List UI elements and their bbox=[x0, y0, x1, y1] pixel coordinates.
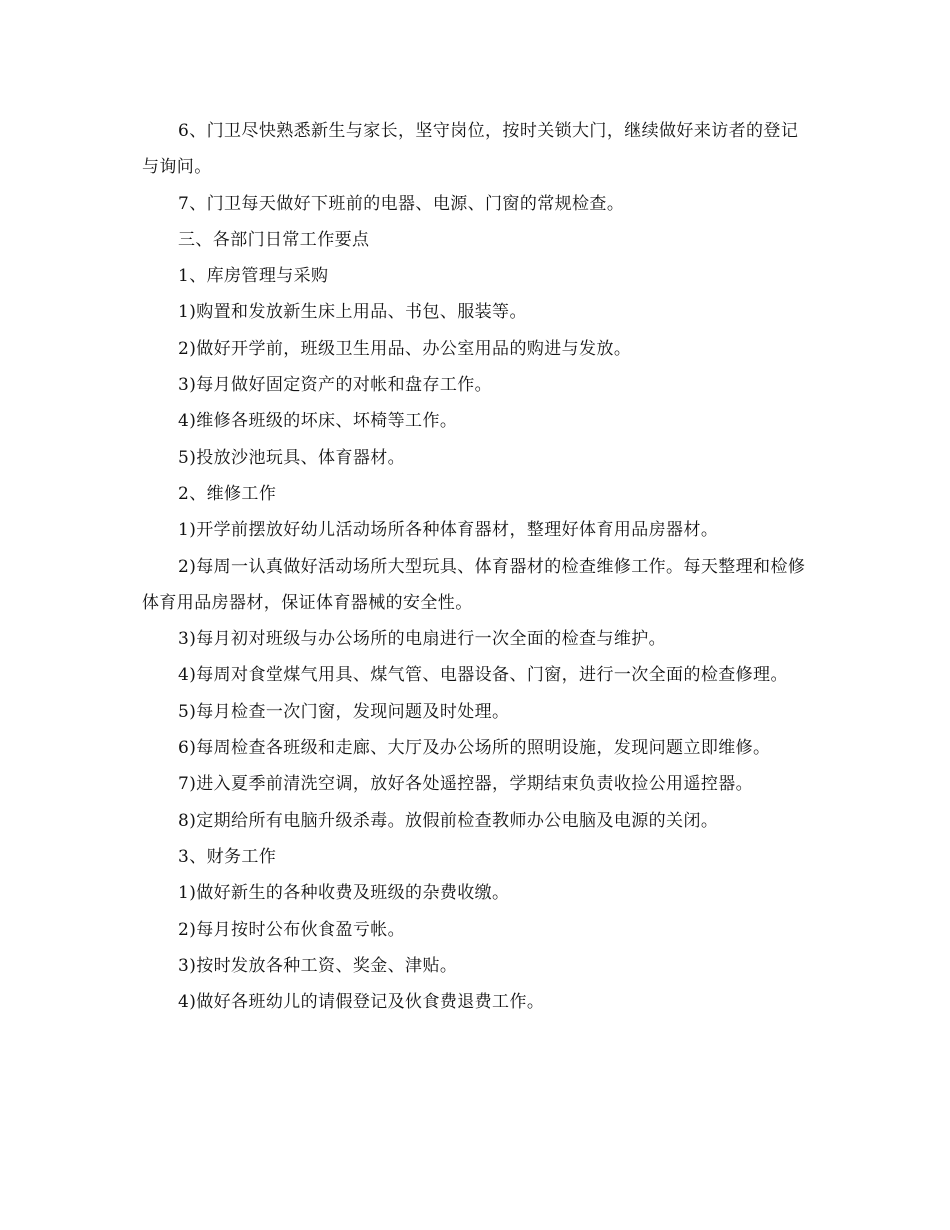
list-item-warehouse-3: 3)每月做好固定资产的对帐和盘存工作。 bbox=[178, 375, 493, 396]
list-item-finance-1: 1)做好新生的各种收费及班级的杂费收缴。 bbox=[178, 883, 510, 904]
list-item-maintenance-3: 3)每月初对班级与办公场所的电扇进行一次全面的检查与维护。 bbox=[178, 629, 667, 650]
list-item-maintenance-4: 4)每周对食堂煤气用具、煤气管、电器设备、门窗，进行一次全面的检查修理。 bbox=[178, 665, 788, 686]
document-body bbox=[142, 113, 810, 1020]
list-item-finance-4: 4)做好各班幼儿的请假登记及伙食费退费工作。 bbox=[178, 992, 545, 1013]
subsection-heading-maintenance: 2、维修工作 bbox=[178, 483, 277, 504]
subsection-heading-finance: 3、财务工作 bbox=[178, 846, 277, 867]
section-heading-department-duties: 三、各部门日常工作要点 bbox=[178, 229, 370, 250]
list-item-maintenance-1: 1)开学前摆放好幼儿活动场所各种体育器材，整理好体育用品房器材。 bbox=[178, 520, 719, 541]
paragraph-door-guard-familiarize: 6、门卫尽快熟悉新生与家长，坚守岗位，按时关锁大门，继续做好来访者的登记与询问。 bbox=[142, 121, 799, 178]
subsection-heading-warehouse-purchasing: 1、库房管理与采购 bbox=[178, 266, 329, 287]
list-item-maintenance-8: 8)定期给所有电脑升级杀毒。放假前检查教师办公电脑及电源的关闭。 bbox=[178, 810, 719, 831]
list-item-finance-3: 3)按时发放各种工资、奖金、津贴。 bbox=[178, 955, 458, 976]
list-item-finance-2: 2)每月按时公布伙食盈亏帐。 bbox=[178, 919, 406, 940]
list-item-warehouse-4: 4)维修各班级的坏床、坏椅等工作。 bbox=[178, 411, 458, 432]
paragraph-door-guard-daily-check: 7、门卫每天做好下班前的电器、电源、门窗的常规检查。 bbox=[178, 193, 625, 214]
list-item-maintenance-5: 5)每月检查一次门窗，发现问题及时处理。 bbox=[178, 701, 510, 722]
list-item-maintenance-6: 6)每周检查各班级和走廊、大厅及办公场所的照明设施，发现问题立即维修。 bbox=[178, 738, 771, 759]
list-item-warehouse-5: 5)投放沙池玩具、体育器材。 bbox=[178, 447, 406, 468]
list-item-maintenance-2: 2)每周一认真做好活动场所大型玩具、体育器材的检查维修工作。每天整理和检修体育用品房器材，保证体育器械的安全性。 bbox=[142, 556, 806, 613]
list-item-warehouse-1: 1)购置和发放新生床上用品、书包、服装等。 bbox=[178, 302, 527, 323]
list-item-maintenance-7: 7)进入夏季前清洗空调，放好各处遥控器，学期结束负责收捡公用遥控器。 bbox=[178, 774, 754, 795]
list-item-warehouse-2: 2)做好开学前，班级卫生用品、办公室用品的购进与发放。 bbox=[178, 338, 632, 359]
